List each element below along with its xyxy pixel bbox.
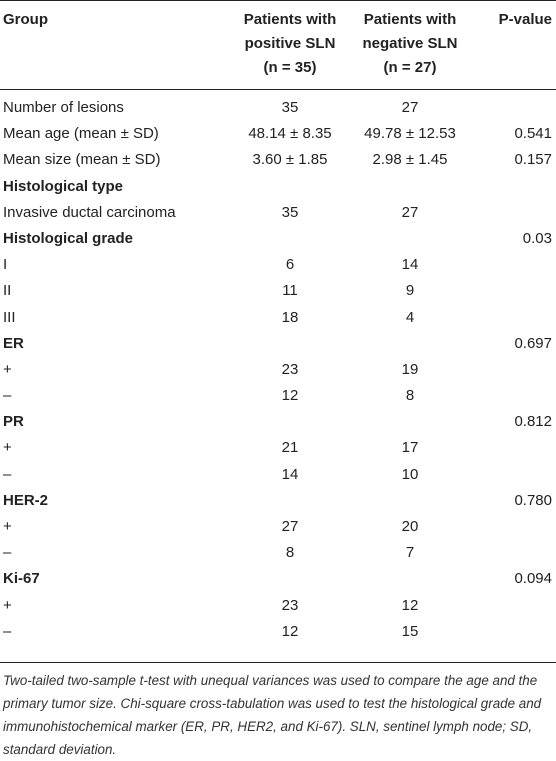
row-label: III — [3, 308, 16, 326]
header-negative-line1: Patients with — [363, 11, 457, 28]
row-negative-value: 15 — [401, 622, 419, 640]
header-negative-line2: negative SLN — [362, 35, 458, 52]
row-label: + — [3, 360, 12, 378]
header-positive-line1: Patients with — [243, 11, 337, 28]
table-section-row — [0, 566, 556, 592]
table-section-row — [0, 226, 556, 252]
header-group: Group — [3, 11, 48, 28]
row-positive-value: 6 — [285, 256, 295, 274]
table-section-row — [0, 331, 556, 357]
row-label: Invasive ductal carcinoma — [3, 203, 176, 221]
table-row — [0, 121, 556, 147]
row-label: II — [3, 282, 12, 300]
table-section-row — [0, 409, 556, 435]
row-negative-value: 20 — [401, 518, 419, 535]
row-label: PR — [3, 413, 24, 431]
row-label: HER-2 — [3, 491, 49, 509]
row-pvalue: 0.094 — [514, 570, 552, 588]
row-label: Number of lesions — [3, 99, 124, 116]
table-row — [0, 435, 556, 461]
row-negative-value: 19 — [401, 360, 419, 378]
row-positive-value: 3.60 ± 1.85 — [252, 151, 328, 169]
row-pvalue: 0.157 — [514, 151, 552, 169]
table-row — [0, 462, 556, 488]
table-footnote: Two-tailed two-sample t-test with unequal variances was used to compare the age and the primary tumor size. Chi-square cross-tabulation was used to test the histological grade and immunohistochemical marker (ER, PR, HER2, and Ki-67). SLN, sentinel lymph node; SD, standard deviation. — [3, 673, 542, 757]
table-row — [0, 200, 556, 226]
row-negative-value: 17 — [401, 439, 419, 457]
table-row — [0, 593, 556, 619]
row-positive-value: 12 — [281, 622, 299, 640]
row-positive-value: 14 — [281, 465, 299, 483]
row-negative-value: 2.98 ± 1.45 — [372, 151, 448, 169]
table-row — [0, 278, 556, 304]
row-label: – — [3, 465, 12, 483]
row-positive-value: 27 — [281, 518, 299, 535]
header-positive-line2: positive SLN — [244, 35, 336, 52]
row-negative-value: 7 — [405, 544, 415, 562]
table-section-row — [0, 174, 556, 200]
row-label: I — [3, 256, 8, 274]
row-pvalue: 0.03 — [522, 229, 552, 247]
row-label: + — [3, 439, 12, 457]
row-pvalue: 0.541 — [514, 125, 552, 143]
row-pvalue: 0.780 — [514, 491, 552, 509]
row-positive-value: 23 — [281, 596, 299, 614]
row-negative-value: 9 — [405, 282, 415, 300]
row-negative-value: 49.78 ± 12.53 — [364, 125, 456, 143]
row-negative-value: 10 — [401, 465, 419, 483]
row-label: Mean age (mean ± SD) — [3, 125, 159, 143]
table-row — [0, 147, 556, 173]
row-negative-value: 8 — [405, 387, 415, 405]
row-positive-value: 35 — [281, 99, 299, 116]
row-positive-value: 12 — [281, 387, 299, 405]
row-label: ER — [3, 334, 24, 352]
table-section-row — [0, 488, 556, 514]
row-positive-value: 35 — [281, 203, 299, 221]
header-positive-line3: (n = 35) — [263, 59, 317, 76]
row-negative-value: 4 — [405, 308, 415, 326]
table-row — [0, 540, 556, 566]
table-bottom-rule — [0, 662, 556, 663]
row-positive-value: 48.14 ± 8.35 — [248, 125, 332, 143]
table-row — [0, 357, 556, 383]
header-pvalue: P-value — [498, 11, 552, 28]
row-label: Mean size (mean ± SD) — [3, 151, 161, 169]
table-top-rule — [0, 0, 556, 1]
row-negative-value: 14 — [401, 256, 419, 274]
row-positive-value: 21 — [281, 439, 299, 457]
table-body — [0, 95, 556, 645]
table-row — [0, 252, 556, 278]
row-positive-value: 23 — [281, 360, 299, 378]
header-rule — [0, 89, 556, 90]
table-row — [0, 305, 556, 331]
row-negative-value: 27 — [401, 203, 419, 221]
row-positive-value: 11 — [282, 282, 298, 300]
table-row — [0, 95, 556, 121]
row-positive-value: 8 — [285, 544, 295, 562]
row-negative-value: 27 — [401, 99, 419, 116]
row-label: – — [3, 544, 12, 562]
table-row — [0, 383, 556, 409]
header-negative — [350, 8, 470, 80]
row-label: Histological type — [3, 177, 124, 195]
row-negative-value: 12 — [401, 596, 419, 614]
row-label: + — [3, 596, 12, 614]
row-label: + — [3, 518, 12, 535]
header-positive — [230, 8, 350, 80]
row-label: – — [3, 622, 12, 640]
header-negative-line3: (n = 27) — [383, 59, 437, 76]
row-label: – — [3, 387, 12, 405]
row-label: Ki-67 — [3, 570, 40, 588]
row-pvalue: 0.697 — [514, 334, 552, 352]
row-label: Histological grade — [3, 229, 134, 247]
table-row — [0, 619, 556, 645]
table-row — [0, 514, 556, 540]
row-positive-value: 18 — [281, 308, 299, 326]
row-pvalue: 0.812 — [514, 413, 552, 431]
